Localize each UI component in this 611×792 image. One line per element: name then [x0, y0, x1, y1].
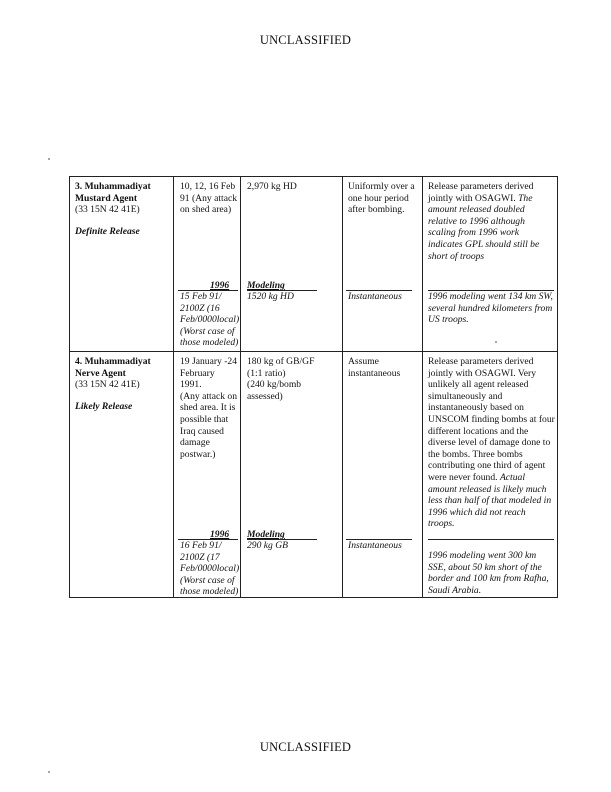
- comments-text: different locations and the: [428, 425, 529, 437]
- coordinates: (33 15N 42 41E): [75, 204, 140, 216]
- dates-text: damage: [180, 437, 210, 449]
- site-name: 4. Muhammadiyat: [75, 356, 151, 367]
- model-comment-text: border and 100 km from Rafha,: [428, 573, 549, 585]
- comments-italic: 1996 which did not reach: [428, 506, 526, 518]
- model-dates-text: 2100Z (16: [180, 302, 220, 314]
- model-duration: Instantaneous: [348, 291, 402, 302]
- dates-text: possible that: [180, 413, 229, 425]
- comments-italic: Actual: [499, 471, 525, 483]
- comments-italic: less than half of that modeled in: [428, 495, 552, 507]
- assessment-label: Likely Release: [75, 400, 133, 412]
- model-dates-text: 2100Z (17: [180, 551, 220, 563]
- comments-italic: The: [518, 192, 533, 204]
- release-table: [69, 176, 558, 598]
- amount-cell: [247, 181, 339, 193]
- duration-text: Uniformly over a: [348, 181, 415, 192]
- duration-text: instantaneous: [348, 367, 401, 379]
- classification-footer: UNCLASSIFIED: [259, 740, 352, 754]
- model-comment-text: Saudi Arabia.: [428, 584, 482, 596]
- dates-text: on shed area): [180, 204, 232, 216]
- model-duration: Instantaneous: [348, 540, 402, 551]
- model-dates-text: (Worst case of: [180, 574, 235, 586]
- comments-text: jointly with OSAGWI. Very: [428, 367, 537, 379]
- modeling-header: Modeling: [247, 280, 285, 291]
- site-name: 3. Muhammadiyat: [75, 181, 151, 192]
- modeling-header: Modeling: [247, 529, 285, 540]
- amount-text: (1:1 ratio): [247, 367, 286, 379]
- model-dates-text: 15 Feb 91/: [180, 291, 222, 302]
- comments-italic: scaling from 1996 work: [428, 227, 520, 239]
- site-cell: [75, 181, 171, 237]
- comments-text: contributing one third of agent: [428, 460, 546, 472]
- comments-italic: troops.: [428, 518, 455, 530]
- amount-text: 2,970 kg HD: [247, 181, 297, 192]
- comments-cell: [428, 356, 556, 530]
- comments-text: UNSCOM finding bombs at four: [428, 413, 555, 425]
- coordinates: (33 15N 42 41E): [75, 379, 140, 391]
- model-comment-text: US troops.: [428, 314, 469, 326]
- assessment-label: Definite Release: [75, 225, 140, 237]
- dates-text: postwar.): [180, 448, 216, 460]
- dates-text: 10, 12, 16 Feb: [180, 181, 236, 192]
- duration-cell: [348, 356, 420, 379]
- classification-header: UNCLASSIFIED: [259, 33, 352, 47]
- model-comment-text: 1996 modeling went 134 km SW,: [428, 291, 553, 302]
- model-comment-text: 1996 modeling went 300 km: [428, 550, 537, 561]
- model-comment-text: several hundred kilometers from: [428, 302, 553, 314]
- comments-text: unlikely all agent released: [428, 379, 529, 391]
- dates-text: 91 (Any attack: [180, 192, 238, 204]
- comments-italic: amount released doubled: [428, 204, 525, 216]
- model-dates-text: 16 Feb 91/: [180, 540, 222, 551]
- year-header: 1996: [210, 280, 230, 291]
- year-header: 1996: [210, 529, 230, 540]
- duration-text: after bombing.: [348, 204, 405, 216]
- duration-cell: [348, 181, 420, 216]
- amount-text: (240 kg/bomb: [247, 379, 302, 391]
- duration-text: Assume: [348, 356, 379, 367]
- duration-text: one hour period: [348, 192, 409, 204]
- comments-italic: indicates GPL should still be: [428, 238, 540, 250]
- model-comment-cell: [428, 291, 556, 326]
- comments-text: instantaneously based on: [428, 402, 524, 414]
- model-dates-text: Feb/0000local): [180, 563, 240, 575]
- dates-cell: [180, 356, 238, 460]
- scan-speck: [48, 771, 50, 773]
- dates-text: February 1991.: [180, 367, 215, 391]
- scan-speck: [48, 158, 50, 160]
- comments-text: were never found.: [428, 471, 498, 483]
- dates-text: Iraq caused: [180, 425, 224, 437]
- model-dates-cell: [180, 291, 240, 349]
- model-comment-text: SSE, about 50 km short of the: [428, 561, 542, 573]
- model-comment-cell: [428, 550, 556, 596]
- dates-cell: [180, 181, 238, 216]
- agent-name: Mustard Agent: [75, 192, 138, 204]
- agent-name: Nerve Agent: [75, 367, 126, 379]
- comments-text: diverse level of damage done to: [428, 437, 551, 449]
- amount-text: assessed): [247, 390, 283, 402]
- model-dates-text: those modeled): [180, 586, 239, 598]
- comments-text: simultaneously and: [428, 390, 503, 402]
- comments-text: Release parameters derived: [428, 181, 534, 192]
- model-dates-text: Feb/0000local): [180, 314, 240, 326]
- model-dates-cell: [180, 540, 240, 598]
- comments-text: the bombs. Three bombs: [428, 448, 523, 460]
- model-dates-text: (Worst case of: [180, 325, 235, 337]
- dates-text: (Any attack on: [180, 390, 238, 402]
- comments-text: Release parameters derived: [428, 356, 534, 367]
- comments-italic: amount released is likely much: [428, 483, 547, 495]
- dates-text: 19 January -24: [180, 356, 238, 367]
- site-cell: [75, 356, 171, 412]
- model-amount: 290 kg GB: [247, 540, 289, 551]
- comment-rule: [428, 539, 554, 540]
- comments-italic: relative to 1996 although: [428, 215, 525, 227]
- comments-italic: short of troops: [428, 250, 485, 262]
- model-dates-text: those modeled): [180, 337, 239, 349]
- comments-text: jointly with OSAGWI.: [428, 192, 516, 204]
- amount-cell: [247, 356, 339, 402]
- amount-text: 180 kg of GB/GF: [247, 356, 315, 367]
- dates-text: shed area. It is: [180, 402, 236, 414]
- comments-cell: [428, 181, 556, 262]
- model-amount: 1520 kg HD: [247, 291, 294, 302]
